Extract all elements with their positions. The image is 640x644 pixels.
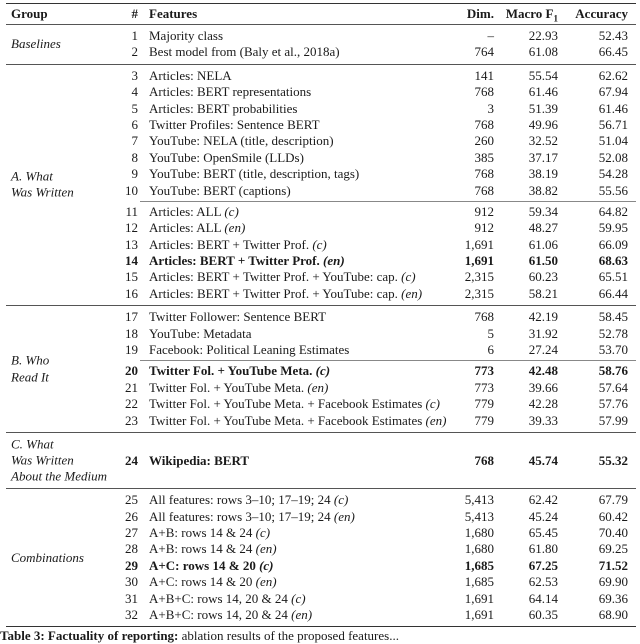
row-block bbox=[6, 68, 636, 199]
row-accuracy: 65.51 bbox=[598, 269, 628, 285]
feature-tag: (c) bbox=[291, 590, 306, 606]
header-macro-f1 bbox=[494, 4, 558, 24]
row-features bbox=[138, 541, 402, 557]
row-number: 23 bbox=[125, 412, 138, 428]
row-dim: 773 bbox=[474, 379, 494, 395]
row-features bbox=[138, 28, 402, 44]
feature-name: Articles: BERT + Twitter Prof. + YouTube: cap. bbox=[149, 285, 398, 301]
table-row bbox=[6, 150, 636, 166]
row-macro-f1: 22.93 bbox=[528, 28, 558, 43]
row-macro-f1: 38.82 bbox=[528, 182, 558, 198]
feature-tag: (c) bbox=[315, 363, 331, 379]
group-label-text bbox=[11, 550, 84, 566]
table-row bbox=[6, 68, 636, 84]
feature-name: Twitter Fol. + YouTube Meta. + Facebook Estimates bbox=[149, 396, 423, 412]
row-dim: 1,685 bbox=[464, 557, 494, 573]
row-macro-f1: 45.24 bbox=[528, 508, 558, 524]
feature-name: Wikipedia: BERT bbox=[149, 452, 250, 468]
row-number: 2 bbox=[131, 44, 138, 60]
section-rows bbox=[6, 28, 636, 61]
row-dim: 5 bbox=[487, 325, 494, 341]
row-dim: 260 bbox=[474, 133, 494, 149]
row-macro-f1: 49.96 bbox=[528, 116, 558, 132]
group-label-line: Baselines bbox=[11, 36, 61, 52]
row-features bbox=[138, 412, 447, 429]
table-row bbox=[6, 363, 636, 379]
row-features bbox=[138, 396, 440, 412]
feature-tag: (c) bbox=[224, 203, 239, 219]
row-features bbox=[138, 574, 402, 590]
table-row bbox=[6, 541, 636, 557]
row-accuracy: 54.28 bbox=[598, 166, 628, 182]
table-row bbox=[6, 237, 636, 253]
table-section bbox=[6, 64, 636, 305]
row-macro-f1: 32.52 bbox=[528, 133, 558, 149]
row-accuracy: 62.62 bbox=[598, 67, 628, 83]
row-number: 9 bbox=[131, 166, 138, 182]
table-row bbox=[6, 101, 636, 117]
row-accuracy: 55.56 bbox=[598, 182, 628, 198]
table-row bbox=[6, 253, 636, 269]
feature-name: Best model from (Baly et al., 2018a) bbox=[149, 44, 340, 60]
feature-tag: (c) bbox=[401, 269, 416, 285]
row-accuracy: 70.40 bbox=[598, 524, 628, 540]
row-accuracy: 69.36 bbox=[598, 590, 628, 606]
group-label-line: Was Written bbox=[11, 185, 74, 201]
feature-name: A+B: rows 14 & 24 bbox=[149, 524, 253, 540]
header-num: # bbox=[131, 6, 138, 21]
table-row bbox=[6, 342, 636, 358]
table-row bbox=[6, 509, 636, 525]
table-row bbox=[6, 413, 636, 429]
row-features bbox=[138, 183, 402, 199]
table-section bbox=[6, 24, 636, 64]
row-dim: 912 bbox=[474, 203, 494, 219]
table-row bbox=[6, 28, 636, 44]
row-macro-f1: 60.35 bbox=[528, 606, 558, 622]
row-number: 18 bbox=[125, 325, 138, 341]
row-dim: 141 bbox=[474, 67, 494, 83]
row-features bbox=[138, 509, 402, 525]
row-dim: 6 bbox=[487, 342, 494, 358]
row-number: 31 bbox=[125, 590, 138, 606]
group-label-text bbox=[11, 169, 74, 202]
row-accuracy: 67.79 bbox=[598, 492, 628, 508]
table-body bbox=[6, 24, 636, 626]
row-dim: 1,691 bbox=[464, 236, 494, 252]
feature-name: YouTube: OpenSmile (LLDs) bbox=[149, 149, 304, 165]
row-number: 16 bbox=[125, 285, 138, 301]
feature-name: A+B+C: rows 14, 20 & 24 bbox=[149, 606, 288, 622]
row-macro-f1: 51.39 bbox=[528, 100, 558, 116]
feature-tag: (c) bbox=[425, 396, 440, 412]
feature-tag: (en) bbox=[333, 508, 355, 524]
table-row bbox=[6, 44, 636, 60]
row-dim: 912 bbox=[474, 220, 494, 236]
feature-name: All features: rows 3–10; 17–19; 24 bbox=[149, 508, 331, 524]
feature-tag: (en) bbox=[401, 285, 423, 301]
group-label-line: A. What bbox=[11, 168, 53, 184]
row-dim: 764 bbox=[474, 44, 494, 60]
row-features bbox=[138, 253, 402, 269]
row-macro-f1: 59.34 bbox=[528, 203, 558, 219]
row-number: 29 bbox=[125, 557, 138, 573]
feature-name: YouTube: BERT (title, description, tags) bbox=[149, 166, 360, 182]
group-label-line: Combinations bbox=[11, 549, 84, 565]
row-number: 21 bbox=[125, 379, 138, 395]
row-dim: 5,413 bbox=[464, 492, 494, 508]
row-dim: 1,691 bbox=[464, 606, 494, 622]
feature-name: Articles: BERT + Twitter Prof. + YouTube: cap. bbox=[149, 269, 398, 285]
row-number: 13 bbox=[125, 236, 138, 252]
table-row bbox=[6, 183, 636, 199]
row-accuracy: 55.32 bbox=[598, 452, 628, 468]
row-accuracy: 69.25 bbox=[598, 541, 628, 557]
row-block bbox=[6, 309, 636, 358]
feature-name: Twitter Fol. + YouTube Meta. bbox=[149, 363, 313, 379]
row-macro-f1: 45.74 bbox=[528, 452, 558, 468]
row-number: 10 bbox=[125, 182, 138, 198]
row-features bbox=[138, 436, 402, 485]
row-macro-f1: 62.53 bbox=[528, 574, 558, 590]
table-caption bbox=[0, 628, 640, 644]
table-row bbox=[6, 269, 636, 285]
row-macro-f1: 42.19 bbox=[528, 309, 558, 325]
table-row bbox=[6, 220, 636, 236]
row-number: 22 bbox=[125, 396, 138, 412]
feature-name: Articles: BERT representations bbox=[149, 84, 312, 100]
row-number: 28 bbox=[125, 541, 138, 557]
table-row bbox=[6, 525, 636, 541]
row-dim: 768 bbox=[474, 452, 494, 468]
table-row bbox=[6, 166, 636, 182]
table-row bbox=[6, 396, 636, 412]
row-accuracy: 66.45 bbox=[598, 44, 628, 60]
row-features bbox=[138, 269, 416, 285]
table-row bbox=[6, 574, 636, 590]
row-accuracy: 61.46 bbox=[598, 100, 628, 116]
feature-tag: (en) bbox=[291, 606, 313, 622]
header-dim: Dim. bbox=[466, 6, 494, 21]
row-number: 14 bbox=[125, 253, 138, 269]
row-macro-f1: 61.50 bbox=[528, 253, 558, 269]
row-features bbox=[138, 237, 402, 253]
group-label-line: B. Who bbox=[11, 352, 50, 368]
row-dim: 5,413 bbox=[464, 508, 494, 524]
row-dim: 779 bbox=[474, 396, 494, 412]
caption-label: Table 3: Factuality of reporting: bbox=[0, 628, 179, 643]
row-accuracy: 60.42 bbox=[598, 508, 628, 524]
feature-tag: (c) bbox=[312, 236, 327, 252]
table-section bbox=[6, 305, 636, 432]
group-label-line: About the Medium bbox=[11, 468, 108, 484]
row-macro-f1: 39.66 bbox=[528, 379, 558, 395]
row-accuracy: 52.08 bbox=[598, 149, 628, 165]
section-rows bbox=[6, 492, 636, 623]
table-row bbox=[6, 204, 636, 220]
row-macro-f1: 65.45 bbox=[528, 524, 558, 540]
row-macro-f1: 48.27 bbox=[528, 220, 558, 236]
row-number: 32 bbox=[125, 606, 138, 622]
row-dim: 768 bbox=[474, 182, 494, 198]
row-macro-f1: 31.92 bbox=[528, 325, 558, 341]
feature-name: Articles: BERT + Twitter Prof. bbox=[149, 236, 310, 252]
row-accuracy: 66.44 bbox=[598, 285, 628, 301]
row-features bbox=[138, 380, 402, 396]
row-macro-f1: 42.28 bbox=[528, 396, 558, 412]
row-dim: 1,685 bbox=[464, 574, 494, 590]
row-macro-f1: 39.33 bbox=[528, 412, 558, 428]
row-number: 12 bbox=[125, 220, 138, 236]
row-block bbox=[6, 492, 636, 623]
feature-tag: (c) bbox=[259, 557, 274, 573]
row-features bbox=[138, 101, 402, 117]
row-number: 15 bbox=[125, 269, 138, 285]
row-accuracy: 71.52 bbox=[598, 557, 628, 573]
feature-name: YouTube: BERT (captions) bbox=[149, 182, 291, 198]
table-row bbox=[6, 591, 636, 607]
row-macro-f1: 62.42 bbox=[528, 492, 558, 508]
row-macro-f1: 58.21 bbox=[528, 285, 558, 301]
row-dim: 2,315 bbox=[464, 269, 494, 285]
feature-tag: (c) bbox=[255, 524, 271, 540]
row-features bbox=[138, 309, 402, 325]
feature-tag: (en) bbox=[255, 541, 277, 557]
feature-name: Articles: BERT probabilities bbox=[149, 100, 298, 116]
row-accuracy: 64.82 bbox=[598, 203, 628, 219]
row-dim: 1,680 bbox=[464, 524, 494, 540]
header-macro-f1-sub: 1 bbox=[553, 13, 558, 24]
row-accuracy: 59.95 bbox=[598, 220, 628, 236]
row-dim: 768 bbox=[474, 116, 494, 132]
row-features bbox=[138, 204, 402, 220]
header-accuracy: Accuracy bbox=[575, 6, 628, 21]
feature-name: All features: rows 3–10; 17–19; 24 bbox=[149, 492, 331, 508]
header-macro-f1-text: Macro F bbox=[505, 6, 554, 21]
feature-name: A+B: rows 14 & 24 bbox=[149, 541, 253, 557]
row-number: 1 bbox=[131, 28, 138, 43]
row-dim: 3 bbox=[487, 100, 494, 116]
feature-tag: (en) bbox=[224, 220, 246, 236]
group-label-line: Read It bbox=[11, 369, 49, 385]
row-accuracy: 67.94 bbox=[598, 84, 628, 100]
header-group: Group bbox=[11, 6, 48, 21]
row-accuracy: 51.04 bbox=[598, 133, 628, 149]
row-number: 11 bbox=[125, 203, 138, 219]
row-features bbox=[138, 363, 402, 379]
feature-tag: (en) bbox=[323, 253, 345, 269]
row-dim: 1,691 bbox=[464, 590, 494, 606]
row-accuracy: 52.78 bbox=[598, 325, 628, 341]
row-dim: 1,691 bbox=[464, 253, 494, 269]
row-number: 30 bbox=[125, 574, 138, 590]
row-features bbox=[138, 558, 402, 574]
feature-name: YouTube: Metadata bbox=[149, 325, 252, 341]
header-features: Features bbox=[149, 6, 198, 21]
feature-name: Articles: ALL bbox=[149, 220, 222, 236]
row-accuracy: 68.63 bbox=[598, 253, 628, 269]
group-label-text bbox=[11, 436, 107, 485]
table-row bbox=[6, 309, 636, 325]
row-number: 17 bbox=[125, 309, 138, 325]
feature-name: YouTube: NELA (title, description) bbox=[149, 133, 334, 149]
group-label-text bbox=[11, 36, 61, 52]
feature-name: Articles: ALL bbox=[149, 203, 222, 219]
row-accuracy: 57.76 bbox=[598, 396, 628, 412]
section-rows bbox=[6, 309, 636, 429]
row-features bbox=[138, 150, 402, 166]
row-macro-f1: 61.80 bbox=[528, 541, 558, 557]
feature-name: A+C: rows 14 & 20 bbox=[149, 574, 253, 590]
row-features bbox=[138, 492, 402, 508]
row-dim: 773 bbox=[474, 363, 494, 379]
row-block bbox=[6, 28, 636, 61]
row-dim: 779 bbox=[474, 412, 494, 428]
row-features bbox=[138, 342, 402, 358]
feature-name: Twitter Profiles: Sentence BERT bbox=[149, 116, 320, 132]
caption-text: ablation results of the proposed features... bbox=[178, 628, 399, 643]
feature-name: Majority class bbox=[149, 28, 224, 43]
row-accuracy: 66.09 bbox=[598, 236, 628, 252]
table-section bbox=[6, 432, 636, 488]
row-number: 7 bbox=[131, 133, 138, 149]
row-dim: 1,680 bbox=[464, 541, 494, 557]
row-macro-f1: 38.19 bbox=[528, 166, 558, 182]
row-number: 19 bbox=[125, 342, 138, 358]
row-accuracy: 53.70 bbox=[598, 342, 628, 358]
row-number: 27 bbox=[125, 524, 138, 540]
row-number: 24 bbox=[125, 452, 138, 468]
row-accuracy: 69.90 bbox=[598, 574, 628, 590]
table-section bbox=[6, 488, 636, 626]
row-accuracy: 52.43 bbox=[598, 28, 628, 43]
row-features bbox=[138, 166, 402, 182]
row-number: 5 bbox=[131, 100, 138, 116]
row-features bbox=[138, 591, 402, 607]
row-accuracy: 56.71 bbox=[598, 116, 628, 132]
table-row bbox=[6, 286, 636, 302]
row-features bbox=[138, 220, 402, 236]
row-macro-f1: 64.14 bbox=[528, 590, 558, 606]
row-features bbox=[138, 117, 402, 133]
table-row bbox=[6, 133, 636, 149]
table-row bbox=[6, 492, 636, 508]
table-row bbox=[6, 607, 636, 623]
row-block bbox=[6, 360, 636, 429]
row-macro-f1: 60.23 bbox=[528, 269, 558, 285]
feature-tag: (en) bbox=[255, 574, 277, 590]
feature-name: A+C: rows 14 & 20 bbox=[149, 557, 256, 573]
row-features bbox=[138, 326, 402, 342]
row-number: 8 bbox=[131, 149, 138, 165]
table-header bbox=[6, 4, 636, 24]
feature-name: Twitter Follower: Sentence BERT bbox=[149, 309, 327, 325]
group-label-line: C. What bbox=[11, 435, 54, 451]
feature-name: A+B+C: rows 14, 20 & 24 bbox=[149, 590, 288, 606]
table-row bbox=[6, 558, 636, 574]
row-features bbox=[138, 285, 423, 302]
row-accuracy: 58.45 bbox=[598, 309, 628, 325]
row-dim: 768 bbox=[474, 166, 494, 182]
feature-name: Twitter Fol. + YouTube Meta. bbox=[149, 379, 305, 395]
results-table bbox=[6, 3, 636, 627]
row-macro-f1: 42.48 bbox=[528, 363, 558, 379]
feature-name: Articles: NELA bbox=[149, 67, 232, 83]
feature-tag: (c) bbox=[333, 492, 349, 508]
row-number: 6 bbox=[131, 116, 138, 132]
table-row bbox=[6, 380, 636, 396]
row-dim: 2,315 bbox=[464, 285, 494, 301]
row-dim: 385 bbox=[474, 149, 494, 165]
row-accuracy: 58.76 bbox=[598, 363, 628, 379]
feature-name: Articles: BERT + Twitter Prof. bbox=[149, 253, 320, 269]
row-macro-f1: 27.24 bbox=[528, 342, 558, 358]
feature-name: Twitter Fol. + YouTube Meta. + Facebook Estimates bbox=[149, 412, 423, 428]
table-row bbox=[6, 326, 636, 342]
row-accuracy: 57.99 bbox=[598, 412, 628, 428]
section-rows bbox=[6, 68, 636, 302]
row-number: 25 bbox=[125, 492, 138, 508]
row-dim: 768 bbox=[474, 309, 494, 325]
row-accuracy: 68.90 bbox=[598, 606, 628, 622]
row-features bbox=[138, 68, 402, 84]
table-row bbox=[6, 117, 636, 133]
row-accuracy: 57.64 bbox=[598, 379, 628, 395]
row-macro-f1: 67.25 bbox=[528, 557, 558, 573]
row-number: 26 bbox=[125, 508, 138, 524]
row-features bbox=[138, 607, 402, 623]
row-macro-f1: 37.17 bbox=[528, 149, 558, 165]
row-macro-f1: 61.46 bbox=[528, 84, 558, 100]
row-macro-f1: 55.54 bbox=[528, 67, 558, 83]
row-dim: – bbox=[487, 28, 494, 43]
table-row bbox=[6, 84, 636, 100]
feature-tag: (en) bbox=[425, 412, 447, 428]
feature-name: Facebook: Political Leaning Estimates bbox=[149, 342, 350, 358]
row-number: 20 bbox=[125, 363, 138, 379]
row-features bbox=[138, 84, 402, 100]
row-features bbox=[138, 525, 402, 541]
row-macro-f1: 61.06 bbox=[528, 236, 558, 252]
row-number: 3 bbox=[131, 67, 138, 83]
row-number: 4 bbox=[131, 84, 138, 100]
feature-tag: (en) bbox=[307, 379, 329, 395]
row-features bbox=[138, 133, 402, 149]
row-dim: 768 bbox=[474, 84, 494, 100]
row-block bbox=[6, 201, 636, 302]
row-macro-f1: 61.08 bbox=[528, 44, 558, 60]
group-label-line: Was Written bbox=[11, 452, 74, 468]
row-features bbox=[138, 44, 402, 60]
